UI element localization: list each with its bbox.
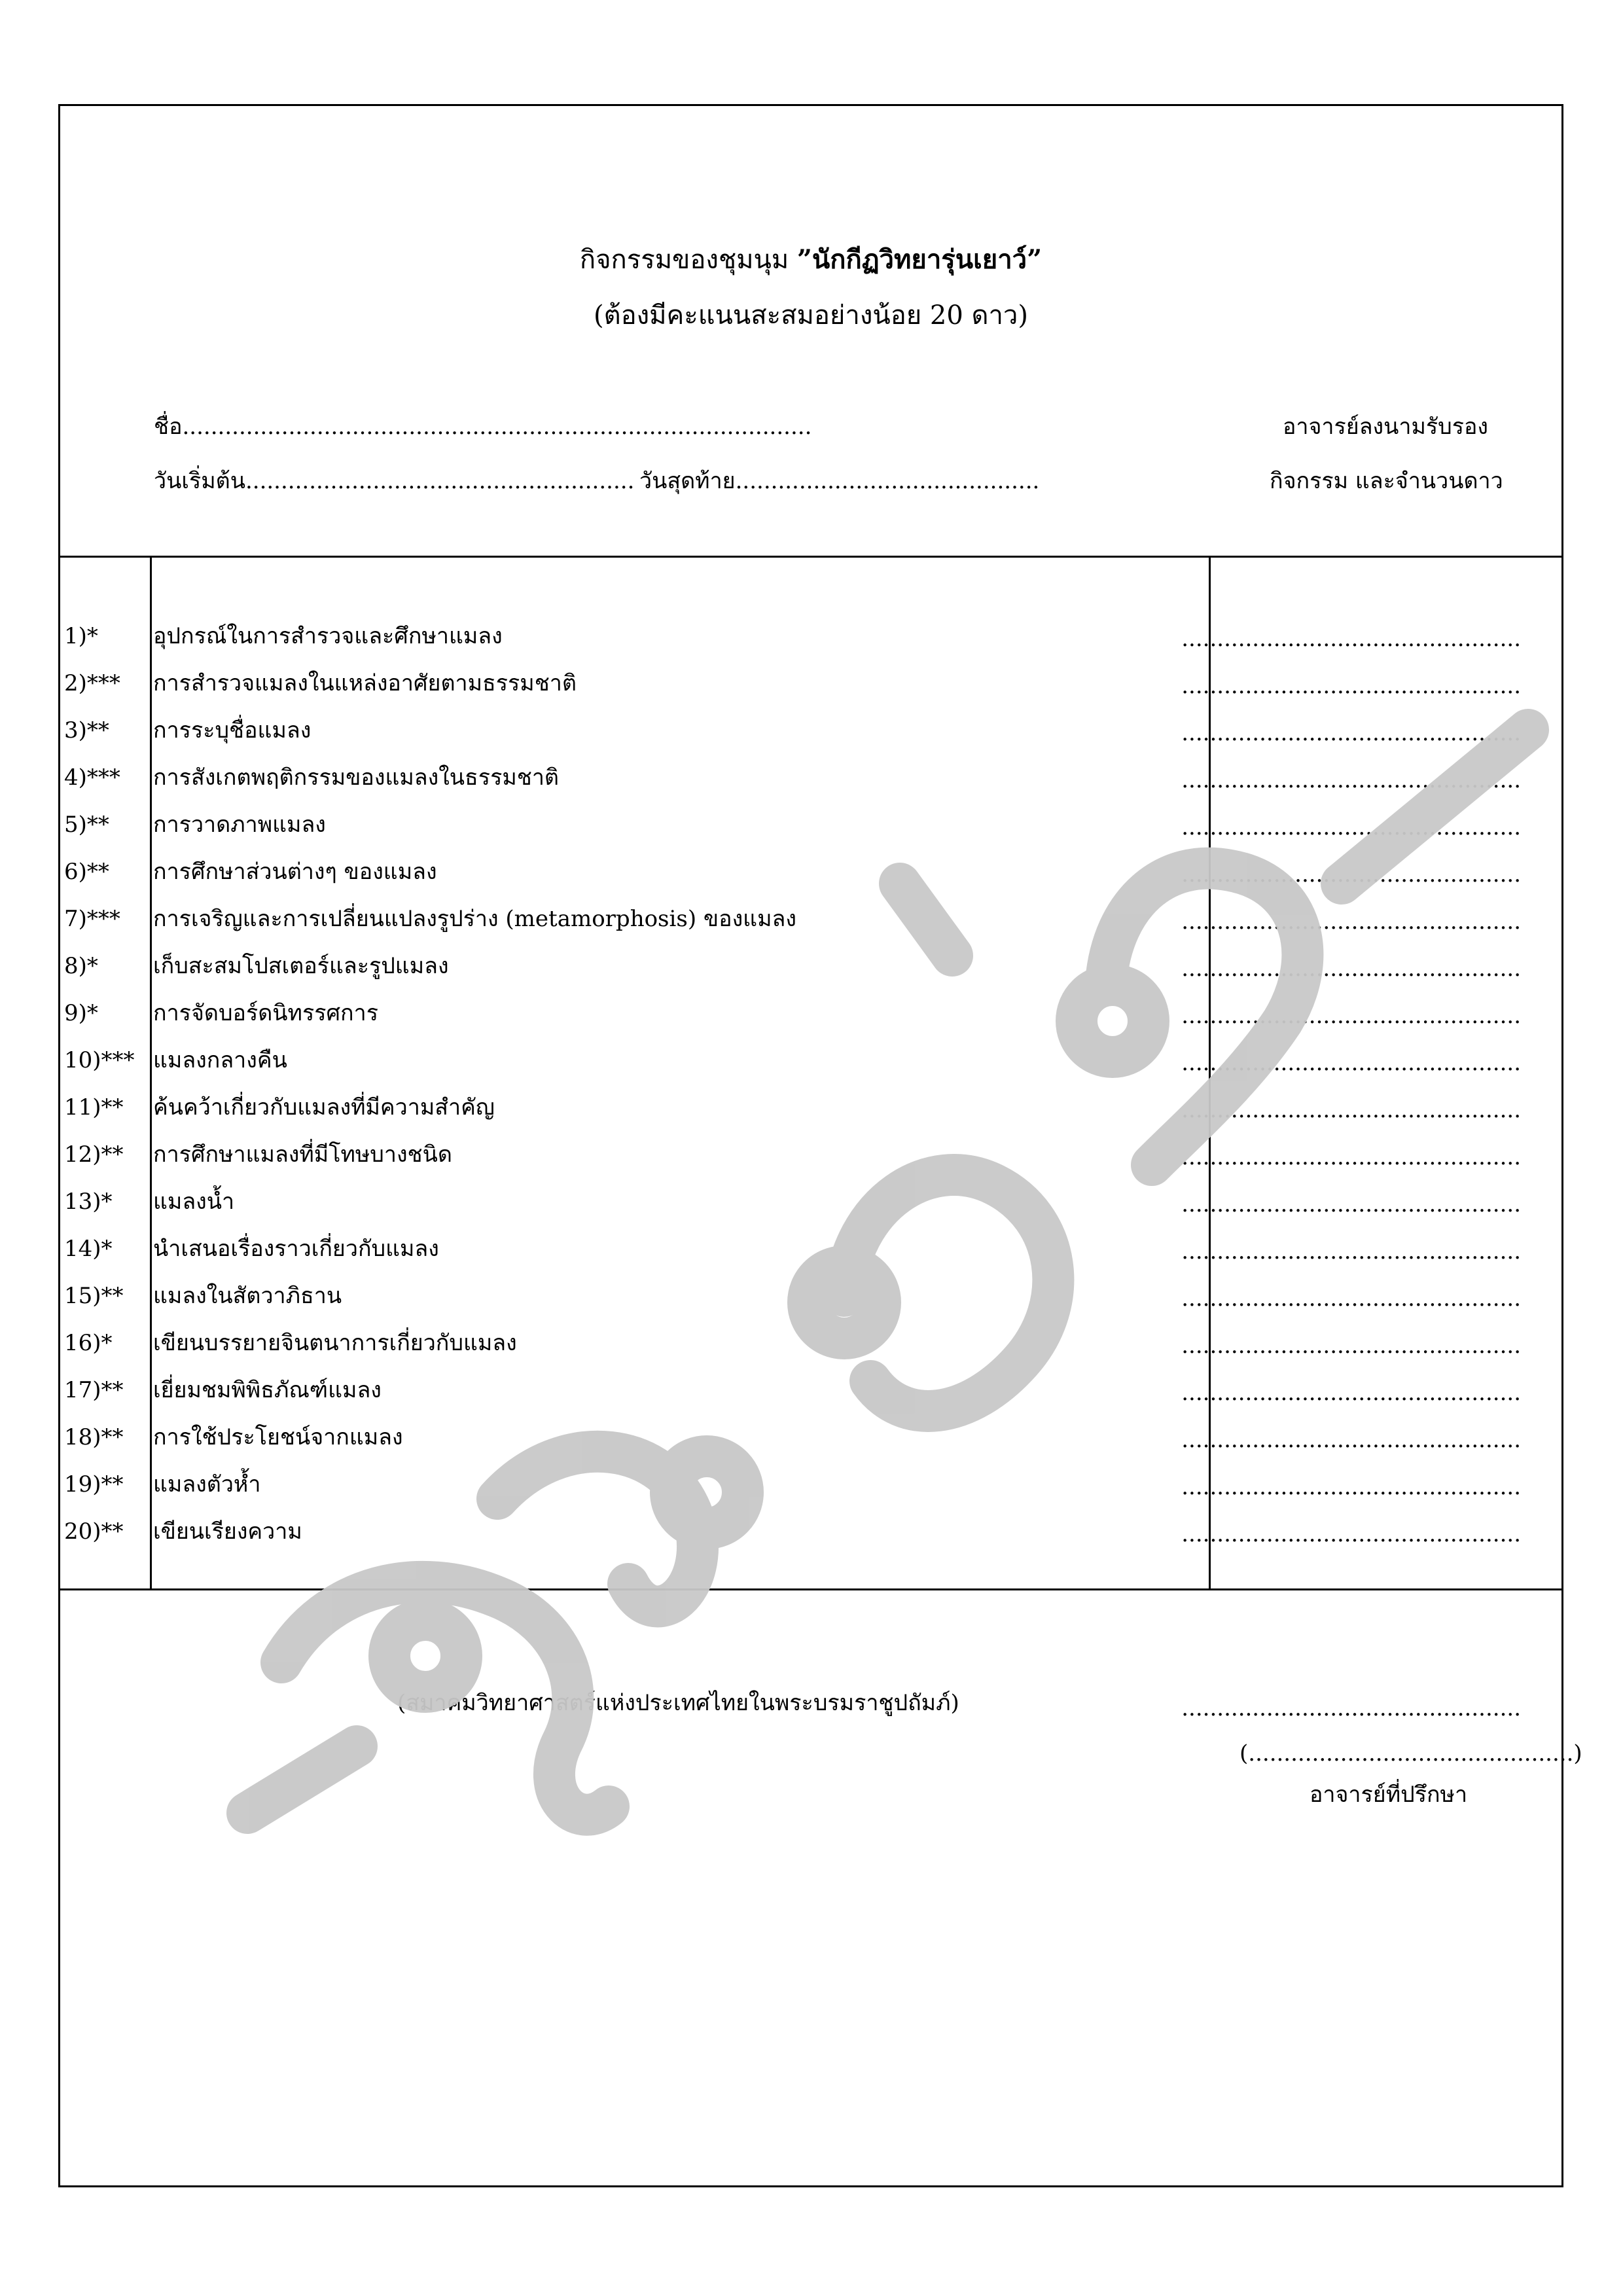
start-date-field[interactable]: วันเริ่มต้น....................................................... <box>154 468 635 494</box>
activity-signature-line[interactable]: ................................................ <box>1181 1097 1521 1123</box>
activity-label: เก็บสะสมโปสเตอร์และรูปแมลง <box>153 953 449 979</box>
advisor-name-field[interactable]: (..............................................) <box>1240 1740 1582 1767</box>
end-date-field[interactable]: วันสุดท้าย........................................... <box>639 468 1040 494</box>
activity-number: 5)** <box>64 812 109 838</box>
activity-signature-line[interactable]: ................................................ <box>1181 673 1521 699</box>
activity-number: 15)** <box>64 1283 124 1309</box>
table-top-border <box>60 556 1561 558</box>
table-bottom-border <box>60 1588 1561 1590</box>
activity-label: ค้นคว้าเกี่ยวกับแมลงที่มีความสำคัญ <box>153 1094 495 1121</box>
activity-signature-line[interactable]: ................................................ <box>1181 861 1521 888</box>
activity-signature-line[interactable]: ................................................ <box>1181 1474 1521 1500</box>
activity-label: แมลงน้ำ <box>153 1189 235 1215</box>
activity-number: 2)*** <box>64 670 120 696</box>
club-name: ”นักกีฏวิทยารุ่นเยาว์” <box>796 244 1043 275</box>
activity-signature-line[interactable]: ................................................ <box>1181 626 1521 652</box>
activity-number: 4)*** <box>64 764 120 791</box>
activity-number: 18)** <box>64 1424 124 1450</box>
activity-label: การสังเกตพฤติกรรมของแมลงในธรรมชาติ <box>153 764 559 791</box>
activity-label: การสำรวจแมลงในแหล่งอาศัยตามธรรมชาติ <box>153 670 577 696</box>
activity-number: 10)*** <box>64 1047 135 1073</box>
activity-label: อุปกรณ์ในการสำรวจและศึกษาแมลง <box>153 623 503 649</box>
form-frame <box>58 104 1582 2187</box>
activity-signature-line[interactable]: ................................................ <box>1181 1521 1521 1547</box>
activity-signature-line[interactable]: ................................................ <box>1181 908 1521 935</box>
approve-label-1: อาจารย์ลงนามรับรอง <box>1283 414 1489 440</box>
activity-label: เขียนบรรยายจินตนาการเกี่ยวกับแมลง <box>153 1330 517 1356</box>
activity-number: 12)** <box>64 1141 124 1168</box>
activity-number: 11)** <box>64 1094 124 1121</box>
name-field[interactable]: ชื่อ......................................................................................... <box>154 414 812 440</box>
activity-number: 7)*** <box>64 906 120 932</box>
activity-label: การวาดภาพแมลง <box>153 812 326 838</box>
activity-signature-line[interactable]: ................................................ <box>1181 767 1521 793</box>
activity-signature-line[interactable]: ................................................ <box>1181 1238 1521 1265</box>
activity-label: การใช้ประโยชน์จากแมลง <box>153 1424 403 1450</box>
activity-signature-line[interactable]: ................................................ <box>1181 720 1521 746</box>
activity-number: 19)** <box>64 1471 124 1498</box>
approve-label-2: กิจกรรม และจำนวนดาว <box>1270 468 1503 494</box>
activity-signature-line[interactable]: ................................................ <box>1181 1333 1521 1359</box>
title-prefix: กิจกรรมของชุมนุม <box>579 245 789 275</box>
activity-label: แมลงตัวห้ำ <box>153 1471 261 1498</box>
advisor-signature-line[interactable]: ................................................ <box>1181 1695 1521 1721</box>
activity-signature-line[interactable]: ................................................ <box>1181 1427 1521 1453</box>
activity-label: เขียนเรียงความ <box>153 1518 302 1545</box>
number-column-divider <box>150 556 152 1588</box>
activity-number: 1)* <box>64 623 98 649</box>
form-title <box>60 245 1561 274</box>
activity-signature-line[interactable]: ................................................ <box>1181 1144 1521 1170</box>
activity-signature-line[interactable]: ................................................ <box>1181 1285 1521 1312</box>
activity-number: 9)* <box>64 1000 98 1026</box>
form-subtitle: (ต้องมีคะแนนสะสมอย่างน้อย 20 ดาว) <box>594 300 1028 331</box>
activity-signature-line[interactable]: ................................................ <box>1181 956 1521 982</box>
activity-label: แมลงในสัตวาภิธาน <box>153 1283 342 1309</box>
activity-signature-line[interactable]: ................................................ <box>1181 1191 1521 1217</box>
activity-signature-line[interactable]: ................................................ <box>1181 814 1521 840</box>
activity-number: 17)** <box>64 1377 124 1403</box>
activity-number: 3)** <box>64 717 109 744</box>
activity-signature-line[interactable]: ................................................ <box>1181 1050 1521 1076</box>
activity-label: การระบุชื่อแมลง <box>153 717 312 744</box>
activity-number: 14)* <box>64 1236 113 1262</box>
activity-label: การศึกษาแมลงที่มีโทษบางชนิด <box>153 1141 452 1168</box>
activity-number: 13)* <box>64 1189 113 1215</box>
activity-number: 8)* <box>64 953 98 979</box>
activity-number: 16)* <box>64 1330 113 1356</box>
activity-label: การศึกษาส่วนต่างๆ ของแมลง <box>153 859 437 885</box>
activity-signature-line[interactable]: ................................................ <box>1181 1003 1521 1029</box>
activity-number: 20)** <box>64 1518 124 1545</box>
activity-label: เยี่ยมชมพิพิธภัณฑ์แมลง <box>153 1377 382 1403</box>
activity-label: การจัดบอร์ดนิทรรศการ <box>153 1000 378 1026</box>
activity-label: นำเสนอเรื่องราวเกี่ยวกับแมลง <box>153 1236 439 1262</box>
organization-name: (สมาคมวิทยาศาสตร์แห่งประเทศไทยในพระบรมราชูปถัมภ์) <box>397 1690 959 1716</box>
activity-label: แมลงกลางคืน <box>153 1047 287 1073</box>
activity-signature-line[interactable]: ................................................ <box>1181 1380 1521 1406</box>
activity-number: 6)** <box>64 859 109 885</box>
advisor-label: อาจารย์ที่ปรึกษา <box>1310 1782 1468 1808</box>
activity-label: การเจริญและการเปลี่ยนแปลงรูปร่าง (metamorphosis) ของแมลง <box>153 906 796 932</box>
